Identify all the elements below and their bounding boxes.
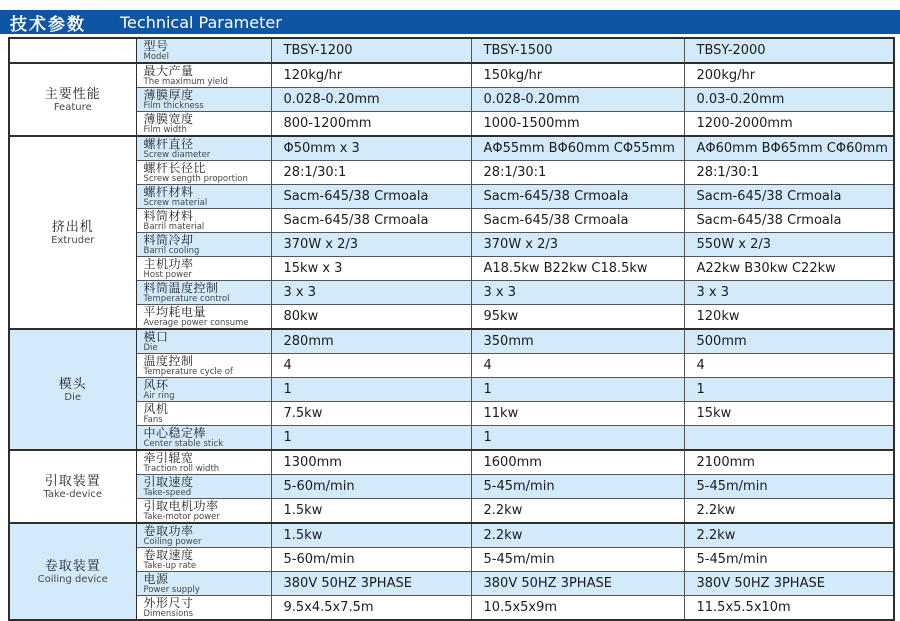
table-row xyxy=(9,257,894,281)
param-label xyxy=(136,88,271,112)
group-label-en: Die xyxy=(64,391,82,403)
param-label-zh: 中心稳定棒 xyxy=(143,426,207,440)
param-value: 380V 50HZ 3PHASE xyxy=(471,572,684,596)
param-value: 2.2kw xyxy=(684,499,894,524)
param-label-zh: 引取速度 xyxy=(143,475,194,489)
param-value: 80kw xyxy=(271,305,471,330)
group-coiling-device xyxy=(9,523,136,620)
table-row xyxy=(9,329,894,354)
param-value: 1600mm xyxy=(471,450,684,475)
param-label xyxy=(136,136,271,161)
param-value: 120kw xyxy=(684,305,894,330)
param-label xyxy=(136,523,271,548)
param-label-zh: 牵引辊宽 xyxy=(143,451,194,465)
table-row xyxy=(9,161,894,185)
param-value: 5-45m/min xyxy=(684,548,894,572)
table-row xyxy=(9,378,894,402)
param-label-zh: 料筒材料 xyxy=(143,209,194,223)
param-value: 120kg/hr xyxy=(271,63,471,88)
param-label-en: Film thickness xyxy=(143,101,204,111)
param-value: 3 x 3 xyxy=(684,281,894,305)
param-label-en: Screw material xyxy=(143,198,208,208)
param-value: 28:1/30:1 xyxy=(471,161,684,185)
technical-parameter-table xyxy=(8,37,895,621)
corner-cell xyxy=(9,38,136,63)
param-label-zh: 料筒冷却 xyxy=(143,233,194,247)
group-label-zh: 卷取装置 xyxy=(44,558,101,574)
param-value: 1200-2000mm xyxy=(684,112,894,137)
param-value: 380V 50HZ 3PHASE xyxy=(271,572,471,596)
group-label-en: Extruder xyxy=(51,234,95,246)
param-value: 2100mm xyxy=(684,450,894,475)
param-value: 150kg/hr xyxy=(471,63,684,88)
param-label xyxy=(136,450,271,475)
param-value: 0.028-0.20mm xyxy=(471,88,684,112)
param-label-en: Screw diameter xyxy=(143,150,211,160)
param-value: 3 x 3 xyxy=(271,281,471,305)
param-label-en: Barril cooling xyxy=(143,246,200,256)
table-row xyxy=(9,63,894,88)
param-value: 0.03-0.20mm xyxy=(684,88,894,112)
page-title-en: Technical Parameter xyxy=(120,12,282,32)
group-label-zh: 挤出机 xyxy=(51,219,94,235)
param-label xyxy=(136,329,271,354)
param-value: 1.5kw xyxy=(271,523,471,548)
param-label-zh: 主机功率 xyxy=(143,257,194,271)
param-value: 95kw xyxy=(471,305,684,330)
param-value: 370W x 2/3 xyxy=(271,233,471,257)
param-value: 1300mm xyxy=(271,450,471,475)
param-value: 350mm xyxy=(471,329,684,354)
group-take-device xyxy=(9,450,136,523)
table-row xyxy=(9,112,894,137)
param-label-zh: 螺杆材料 xyxy=(143,185,194,199)
param-label xyxy=(136,209,271,233)
param-label-en: The maximum yield xyxy=(143,77,228,87)
table-row xyxy=(9,572,894,596)
param-label-en: Screw sength proportion xyxy=(143,174,248,184)
param-value: 1 xyxy=(471,378,684,402)
param-label xyxy=(136,233,271,257)
param-value: Sacm-645/38 Crmoala xyxy=(471,209,684,233)
param-label-zh: 电源 xyxy=(143,572,169,586)
param-value: 1000-1500mm xyxy=(471,112,684,137)
group-label-zh: 模头 xyxy=(58,376,87,392)
param-value: TBSY-1200 xyxy=(271,38,471,63)
param-label xyxy=(136,305,271,330)
param-value: 2.2kw xyxy=(471,523,684,548)
param-value: Sacm-645/38 Crmoala xyxy=(471,185,684,209)
param-label-en: Barril material xyxy=(143,222,205,232)
param-value: 550W x 2/3 xyxy=(684,233,894,257)
param-value: 7.5kw xyxy=(271,402,471,426)
param-label-zh: 平均耗电量 xyxy=(143,305,207,319)
param-value: 500mm xyxy=(684,329,894,354)
param-value: 11.5x5.5x10m xyxy=(684,596,894,621)
table-body xyxy=(9,38,894,620)
param-label xyxy=(136,402,271,426)
table-row xyxy=(9,305,894,330)
table-row xyxy=(9,209,894,233)
param-value: A18.5kw B22kw C18.5kw xyxy=(471,257,684,281)
group-extruder xyxy=(9,136,136,329)
param-value: 5-60m/min xyxy=(271,548,471,572)
param-value: 28:1/30:1 xyxy=(684,161,894,185)
param-label-en: Dimensions xyxy=(143,609,194,619)
param-label-en: Host power xyxy=(143,270,192,280)
param-value: 28:1/30:1 xyxy=(271,161,471,185)
param-label-en: Take-motor power xyxy=(143,512,220,522)
param-value: 4 xyxy=(684,354,894,378)
param-label-en: Traction roll width xyxy=(143,464,220,474)
table-row xyxy=(9,402,894,426)
param-value: 15kw x 3 xyxy=(271,257,471,281)
param-label-en: Average power consume xyxy=(143,318,249,328)
param-value: Sacm-645/38 Crmoala xyxy=(684,209,894,233)
param-label-en: Temperature cycle of xyxy=(143,367,233,377)
param-label xyxy=(136,475,271,499)
table-row xyxy=(9,354,894,378)
param-label-en: Power supply xyxy=(143,585,200,595)
param-value: 2.2kw xyxy=(471,499,684,524)
param-value: AΦ55mm BΦ60mm CΦ55mm xyxy=(471,136,684,161)
param-value: 200kg/hr xyxy=(684,63,894,88)
param-label xyxy=(136,161,271,185)
param-label-en: Air ring xyxy=(143,391,175,401)
param-value: 280mm xyxy=(271,329,471,354)
table-row xyxy=(9,523,894,548)
group-feature xyxy=(9,63,136,136)
param-value: TBSY-1500 xyxy=(471,38,684,63)
param-label xyxy=(136,112,271,137)
table-row xyxy=(9,185,894,209)
param-label xyxy=(136,257,271,281)
param-value: 800-1200mm xyxy=(271,112,471,137)
param-label-zh: 型号 xyxy=(143,39,169,53)
param-value: A22kw B30kw C22kw xyxy=(684,257,894,281)
param-label xyxy=(136,38,271,63)
param-label-zh: 模口 xyxy=(143,330,169,344)
table-row xyxy=(9,548,894,572)
param-value: AΦ60mm BΦ65mm CΦ60mm xyxy=(684,136,894,161)
group-label-zh: 引取装置 xyxy=(44,473,101,489)
group-label-en: Coiling device xyxy=(37,573,108,585)
table-row xyxy=(9,38,894,63)
param-label xyxy=(136,548,271,572)
param-label-en: Film width xyxy=(143,125,187,135)
param-label-en: Take-up rate xyxy=(143,561,197,571)
param-value: 5-60m/min xyxy=(271,475,471,499)
param-value: 11kw xyxy=(471,402,684,426)
param-label xyxy=(136,426,271,451)
param-value: 1.5kw xyxy=(271,499,471,524)
table-row xyxy=(9,596,894,621)
param-label-zh: 卷取速度 xyxy=(143,548,194,562)
param-value: 9.5x4.5x7.5m xyxy=(271,596,471,621)
page-title-zh: 技术参数 xyxy=(10,14,86,35)
param-label-zh: 风机 xyxy=(143,402,169,416)
param-label-zh: 风环 xyxy=(143,378,169,392)
param-value: 15kw xyxy=(684,402,894,426)
param-value xyxy=(684,426,894,451)
param-value: 1 xyxy=(684,378,894,402)
param-label xyxy=(136,354,271,378)
param-label xyxy=(136,596,271,621)
table-row xyxy=(9,136,894,161)
param-label xyxy=(136,572,271,596)
param-value: 5-45m/min xyxy=(471,475,684,499)
group-die xyxy=(9,329,136,450)
param-label-zh: 薄膜宽度 xyxy=(143,112,194,126)
param-label-en: Fans xyxy=(143,415,163,425)
param-label-zh: 外形尺寸 xyxy=(143,596,194,610)
page-title-bar xyxy=(0,10,900,34)
param-label xyxy=(136,281,271,305)
param-value: 1 xyxy=(271,378,471,402)
param-label xyxy=(136,63,271,88)
param-label xyxy=(136,185,271,209)
param-label xyxy=(136,499,271,524)
group-label-en: Feature xyxy=(53,101,92,113)
param-label-zh: 薄膜厚度 xyxy=(143,88,194,102)
param-label-zh: 料筒温度控制 xyxy=(143,281,219,295)
param-value: 10.5x5x9m xyxy=(471,596,684,621)
param-value: 4 xyxy=(271,354,471,378)
param-label-en: Temperature control xyxy=(143,294,230,304)
param-value: 1 xyxy=(471,426,684,451)
param-label-en: Take-speed xyxy=(143,488,192,498)
param-value: 380V 50HZ 3PHASE xyxy=(684,572,894,596)
param-value: 2.2kw xyxy=(684,523,894,548)
param-label-zh: 引取电机功率 xyxy=(143,499,219,513)
param-value: 5-45m/min xyxy=(684,475,894,499)
param-label-zh: 温度控制 xyxy=(143,354,194,368)
param-value: 5-45m/min xyxy=(471,548,684,572)
param-value: Sacm-645/38 Crmoala xyxy=(271,209,471,233)
param-value: 370W x 2/3 xyxy=(471,233,684,257)
table-row xyxy=(9,281,894,305)
param-label-zh: 最大产量 xyxy=(143,64,194,78)
table-row xyxy=(9,450,894,475)
param-value: TBSY-2000 xyxy=(684,38,894,63)
param-value: 4 xyxy=(471,354,684,378)
table-row xyxy=(9,426,894,451)
table-row xyxy=(9,475,894,499)
param-value: Sacm-645/38 Crmoala xyxy=(684,185,894,209)
table-row xyxy=(9,88,894,112)
param-label-en: Model xyxy=(143,52,170,62)
param-label xyxy=(136,378,271,402)
param-label-zh: 螺杆直径 xyxy=(143,137,194,151)
param-label-en: Coiling power xyxy=(143,537,202,547)
table-row xyxy=(9,499,894,524)
param-value: 1 xyxy=(271,426,471,451)
param-label-en: Die xyxy=(143,343,158,353)
param-label-zh: 螺杆长径比 xyxy=(143,161,207,175)
param-value: 0.028-0.20mm xyxy=(271,88,471,112)
param-label-en: Center stable stick xyxy=(143,439,224,449)
group-label-en: Take-device xyxy=(43,488,103,500)
group-label-zh: 主要性能 xyxy=(44,86,101,102)
table-row xyxy=(9,233,894,257)
param-value: Φ50mm x 3 xyxy=(271,136,471,161)
param-value: 3 x 3 xyxy=(471,281,684,305)
param-value: Sacm-645/38 Crmoala xyxy=(271,185,471,209)
param-label-zh: 卷取功率 xyxy=(143,524,194,538)
